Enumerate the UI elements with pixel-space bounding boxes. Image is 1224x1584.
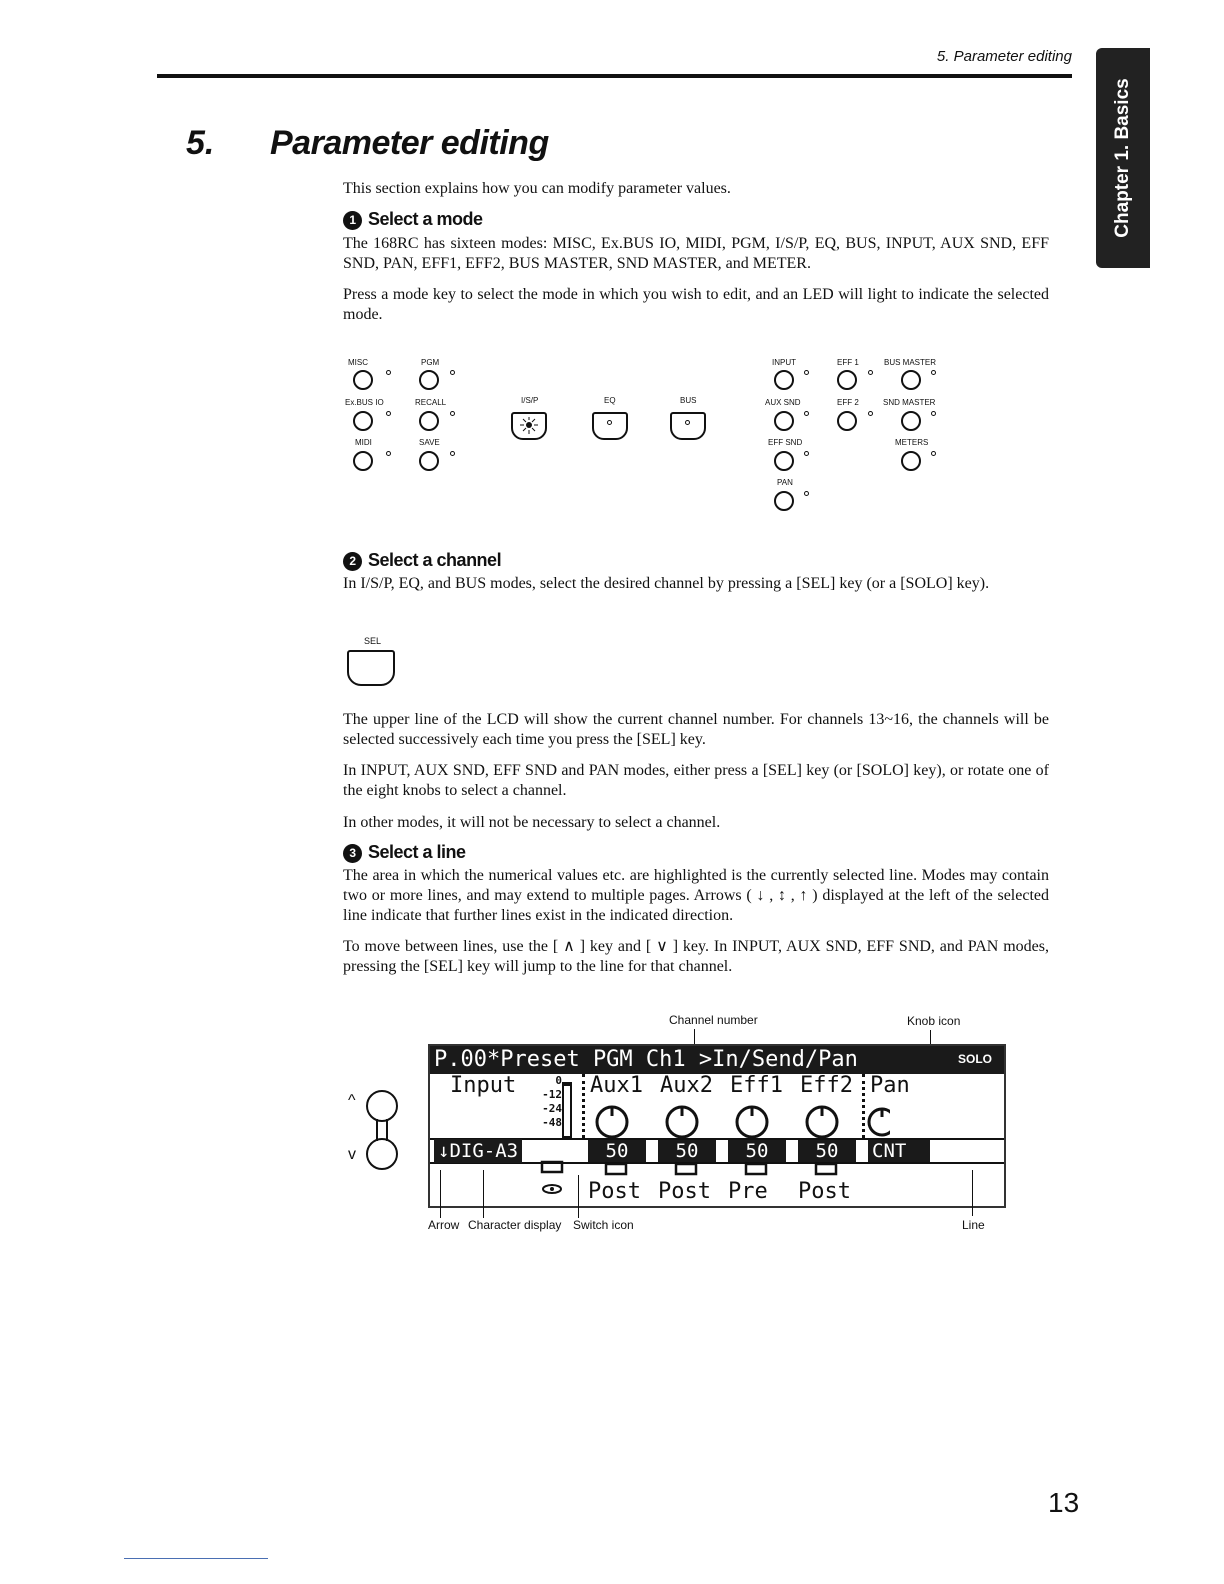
input-switch-icon [542, 1162, 562, 1172]
label-midi: MIDI [355, 438, 372, 447]
pgm-key[interactable] [419, 370, 439, 390]
busmaster-led [931, 370, 936, 375]
chapter-tab [1096, 48, 1150, 268]
step2-paragraph-1: In I/S/P, EQ, and BUS modes, select the desired channel by pressing a [SEL] key (or a [SOLO] key). [343, 575, 990, 592]
label-pgm: PGM [421, 358, 440, 367]
isp-key[interactable] [511, 412, 547, 440]
section-number: 5. [186, 124, 215, 162]
step3-heading [343, 842, 466, 863]
step2-paragraph-3: In INPUT, AUX SND, EFF SND and PAN modes, either press a [SEL] key (or [SOLO] key), or rotate one of the eight knobs to select a channel. [343, 762, 1049, 799]
input-led [804, 370, 809, 375]
auxsnd-led [804, 411, 809, 416]
eff2-led [868, 411, 873, 416]
label-bus: BUS [680, 396, 697, 405]
step1-heading [343, 209, 483, 230]
lcd-col-pan: Pan [870, 1073, 910, 1098]
lcd-value-eff2: 50 [798, 1140, 856, 1162]
label-isp: I/S/P [521, 396, 539, 405]
exbus-led [386, 411, 391, 416]
leader-switch [578, 1175, 579, 1218]
mode-key-panel [340, 355, 960, 525]
save-key[interactable] [419, 451, 439, 471]
meter-scale-48: -48 [542, 1116, 562, 1129]
step3-bullet: 3 [343, 844, 362, 863]
running-header: 5. Parameter editing [936, 48, 1072, 65]
step2-paragraph-4: In other modes, it will not be necessary to select a channel. [343, 814, 721, 831]
label-save: SAVE [419, 438, 440, 447]
lcd-col-eff1: Eff1 [730, 1073, 783, 1098]
lcd-post-eff2: Post [798, 1179, 851, 1204]
label-effsnd: EFF SND [768, 438, 803, 447]
meters-key[interactable] [901, 451, 921, 471]
eff1-switch-icon [746, 1164, 766, 1174]
chapter-tab-label: Chapter 1. Basics [1112, 78, 1133, 238]
meter-scale-12: -12 [542, 1088, 562, 1101]
aux1-switch-icon [606, 1164, 626, 1174]
label-sndmaster: SND MASTER [883, 398, 936, 407]
label-misc: MISC [348, 358, 368, 367]
meters-led [931, 451, 936, 456]
caption-character-display: Character display [468, 1218, 562, 1232]
pan-led [804, 491, 809, 496]
caption-line: Line [962, 1218, 985, 1232]
caption-channel-number: Channel number [669, 1013, 758, 1027]
bus-key[interactable] [670, 412, 706, 440]
lcd-col-aux2: Aux2 [660, 1073, 713, 1098]
lcd-col-aux1: Aux1 [590, 1073, 643, 1098]
leader-arrow [440, 1170, 441, 1218]
leader-line [972, 1170, 973, 1216]
label-eff2: EFF 2 [837, 398, 859, 407]
pan-key[interactable] [774, 491, 794, 511]
recall-key[interactable] [419, 411, 439, 431]
label-auxsnd: AUX SND [765, 398, 801, 407]
lcd-level-meter [562, 1082, 572, 1138]
lcd-pre-eff1: Pre [728, 1179, 768, 1204]
caption-switch-icon: Switch icon [573, 1218, 634, 1232]
lcd-value-aux1: 50 [588, 1140, 646, 1162]
step1-paragraph-2: Press a mode key to select the mode in which you wish to edit, and an LED will light to indicate the selected mode. [343, 286, 1049, 323]
section-title: Parameter editing [270, 124, 549, 162]
label-pan: PAN [777, 478, 793, 487]
lcd-screen [428, 1044, 1006, 1208]
eff2-switch-icon [816, 1164, 836, 1174]
down-key[interactable] [366, 1138, 398, 1170]
lcd-separator-1 [582, 1074, 588, 1138]
up-key[interactable] [366, 1090, 398, 1122]
step3-paragraph-1: The area in which the numerical values etc. are highlighted is the currently selected line. Modes may contain two or more lines, and may extend to multiple pages. Arrows ( ↓ , ↕ , ↑ ) displayed at the left of the selected line indicate that further lines exist in the indicated direction. [343, 867, 1049, 924]
leader-char [483, 1170, 484, 1218]
input-key[interactable] [774, 370, 794, 390]
pgm-led [450, 370, 455, 375]
step2-title: Select a channel [368, 550, 502, 570]
label-busmaster: BUS MASTER [884, 358, 937, 367]
meter-scale-24: -24 [542, 1102, 562, 1115]
step2-bullet: 2 [343, 552, 362, 571]
down-key-label: v [348, 1146, 356, 1163]
step2-heading [343, 550, 501, 571]
midi-key[interactable] [353, 451, 373, 471]
lcd-solo-badge: SOLO [958, 1052, 993, 1066]
label-input: INPUT [772, 358, 796, 367]
meter-scale-0: 0 [555, 1074, 562, 1087]
effsnd-led [804, 451, 809, 456]
auxsnd-key[interactable] [774, 411, 794, 431]
caption-arrow: Arrow [428, 1218, 460, 1232]
caption-knob-icon: Knob icon [907, 1014, 961, 1028]
lcd-col-eff2: Eff2 [800, 1073, 853, 1098]
eff1-key[interactable] [837, 370, 857, 390]
step1-bullet: 1 [343, 211, 362, 230]
step2-paragraph-2: The upper line of the LCD will show the current channel number. For channels 13~16, the channels will be selected successively each time you press the [SEL] key. [343, 711, 1049, 748]
label-eq: EQ [604, 396, 616, 405]
exbus-key[interactable] [353, 411, 373, 431]
step3-paragraph-2: To move between lines, use the [ ∧ ] key and [ ∨ ] key. In INPUT, AUX SND, EFF SND, and PAN modes, pressing the [SEL] key will jump to the line for that channel. [343, 938, 1049, 975]
page-number: 13 [1048, 1487, 1080, 1518]
eff2-key[interactable] [837, 411, 857, 431]
lcd-top-bar [430, 1046, 1004, 1074]
label-meters: METERS [895, 438, 929, 447]
lit-led-icon [513, 414, 545, 438]
lcd-meter-scale [534, 1074, 562, 1138]
step3-title: Select a line [368, 842, 466, 862]
busmaster-key[interactable] [901, 370, 921, 390]
pan-knob-icon [869, 1109, 890, 1135]
misc-led [386, 370, 391, 375]
eq-key[interactable] [592, 412, 628, 440]
eff1-led [868, 370, 873, 375]
header-rule [157, 74, 1072, 78]
label-exbus: Ex.BUS IO [345, 398, 384, 407]
up-key-label: ^ [348, 1092, 356, 1109]
sel-key[interactable] [347, 650, 395, 686]
effsnd-key[interactable] [774, 451, 794, 471]
lcd-top-bar-text: P.00*Preset PGM Ch1 >In/Send/Pan [434, 1047, 858, 1072]
eq-led [607, 420, 612, 425]
lcd-post-aux1: Post [588, 1179, 641, 1204]
midi-led [386, 451, 391, 456]
sndmaster-led [931, 411, 936, 416]
lcd-value-pan: CNT [868, 1140, 930, 1162]
label-recall: RECALL [415, 398, 447, 407]
footer-rule [124, 1558, 268, 1559]
step1-paragraph-1: The 168RC has sixteen modes: MISC, Ex.BUS IO, MIDI, PGM, I/S/P, EQ, BUS, INPUT, AUX SND, EFF SND, PAN, EFF1, EFF2, BUS MASTER, SND MASTER, and METER. [343, 235, 1049, 272]
aux2-switch-icon [676, 1164, 696, 1174]
sel-key-label: SEL [364, 636, 382, 646]
save-led [450, 451, 455, 456]
label-eff1: EFF 1 [837, 358, 859, 367]
step1-title: Select a mode [368, 209, 483, 229]
misc-key[interactable] [353, 370, 373, 390]
bus-led [685, 420, 690, 425]
recall-led [450, 411, 455, 416]
lcd-character-display: ↓DIG-A3 [434, 1139, 522, 1163]
sndmaster-key[interactable] [901, 411, 921, 431]
lcd-input-label: Input [450, 1073, 517, 1098]
lcd-value-aux2: 50 [658, 1140, 716, 1162]
lcd-post-aux2: Post [658, 1179, 711, 1204]
lcd-value-eff1: 50 [728, 1140, 786, 1162]
lcd-knob-icons [590, 1102, 890, 1142]
lcd-eye-icon [540, 1182, 568, 1196]
intro-paragraph: This section explains how you can modify parameter values. [343, 180, 731, 197]
